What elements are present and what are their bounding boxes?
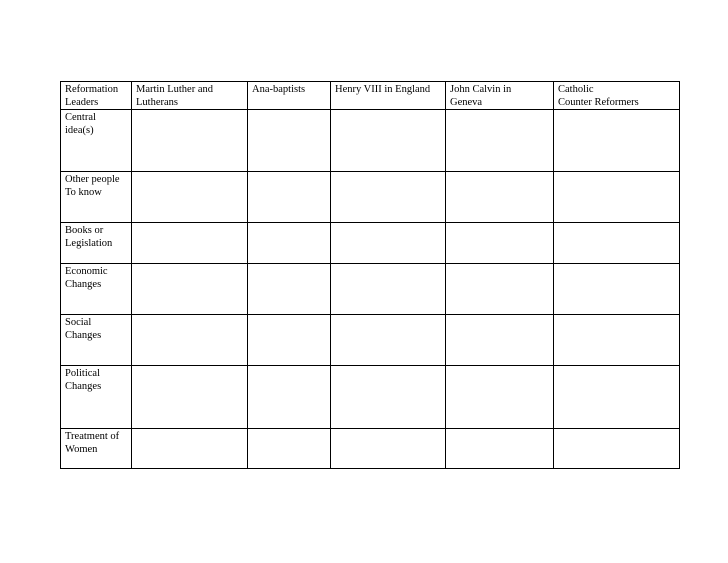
row-label-treatment-of-women: Treatment of Women xyxy=(61,429,132,469)
header-martin-luther: Martin Luther and Lutherans xyxy=(132,82,248,110)
fill-in-cell[interactable] xyxy=(132,223,248,264)
fill-in-cell[interactable] xyxy=(446,223,554,264)
fill-in-cell[interactable] xyxy=(331,172,446,223)
fill-in-cell[interactable] xyxy=(554,429,680,469)
reformation-chart xyxy=(60,81,680,469)
fill-in-cell[interactable] xyxy=(248,315,331,366)
table-row xyxy=(61,366,680,429)
fill-in-cell[interactable] xyxy=(331,366,446,429)
header-catholic-counter-reformers: Catholic Counter Reformers xyxy=(554,82,680,110)
fill-in-cell[interactable] xyxy=(132,315,248,366)
fill-in-cell[interactable] xyxy=(331,429,446,469)
fill-in-cell[interactable] xyxy=(446,110,554,172)
fill-in-cell[interactable] xyxy=(132,110,248,172)
row-label-economic-changes: Economic Changes xyxy=(61,264,132,315)
fill-in-cell[interactable] xyxy=(248,366,331,429)
fill-in-cell[interactable] xyxy=(132,264,248,315)
header-ana-baptists: Ana-baptists xyxy=(248,82,331,110)
table-row xyxy=(61,264,680,315)
fill-in-cell[interactable] xyxy=(248,110,331,172)
fill-in-cell[interactable] xyxy=(446,429,554,469)
fill-in-cell[interactable] xyxy=(132,366,248,429)
table-row xyxy=(61,110,680,172)
fill-in-cell[interactable] xyxy=(554,110,680,172)
header-henry-viii: Henry VIII in England xyxy=(331,82,446,110)
row-label-political-changes: Political Changes xyxy=(61,366,132,429)
row-label-other-people: Other people To know xyxy=(61,172,132,223)
table-row xyxy=(61,429,680,469)
fill-in-cell[interactable] xyxy=(446,315,554,366)
row-label-books-legislation: Books or Legislation xyxy=(61,223,132,264)
fill-in-cell[interactable] xyxy=(446,366,554,429)
fill-in-cell[interactable] xyxy=(554,223,680,264)
fill-in-cell[interactable] xyxy=(554,366,680,429)
fill-in-cell[interactable] xyxy=(331,315,446,366)
fill-in-cell[interactable] xyxy=(331,110,446,172)
fill-in-cell[interactable] xyxy=(132,429,248,469)
fill-in-cell[interactable] xyxy=(554,172,680,223)
row-label-central-ideas: Central idea(s) xyxy=(61,110,132,172)
fill-in-cell[interactable] xyxy=(248,223,331,264)
table-row xyxy=(61,172,680,223)
header-john-calvin: John Calvin in Geneva xyxy=(446,82,554,110)
row-label-social-changes: Social Changes xyxy=(61,315,132,366)
fill-in-cell[interactable] xyxy=(248,264,331,315)
fill-in-cell[interactable] xyxy=(132,172,248,223)
table-row xyxy=(61,223,680,264)
fill-in-cell[interactable] xyxy=(446,172,554,223)
fill-in-cell[interactable] xyxy=(331,264,446,315)
fill-in-cell[interactable] xyxy=(554,264,680,315)
header-reformation-leaders: Reformation Leaders xyxy=(61,82,132,110)
fill-in-cell[interactable] xyxy=(248,172,331,223)
fill-in-cell[interactable] xyxy=(248,429,331,469)
fill-in-cell[interactable] xyxy=(446,264,554,315)
fill-in-cell[interactable] xyxy=(331,223,446,264)
fill-in-cell[interactable] xyxy=(554,315,680,366)
header-row xyxy=(61,82,680,110)
table-row xyxy=(61,315,680,366)
